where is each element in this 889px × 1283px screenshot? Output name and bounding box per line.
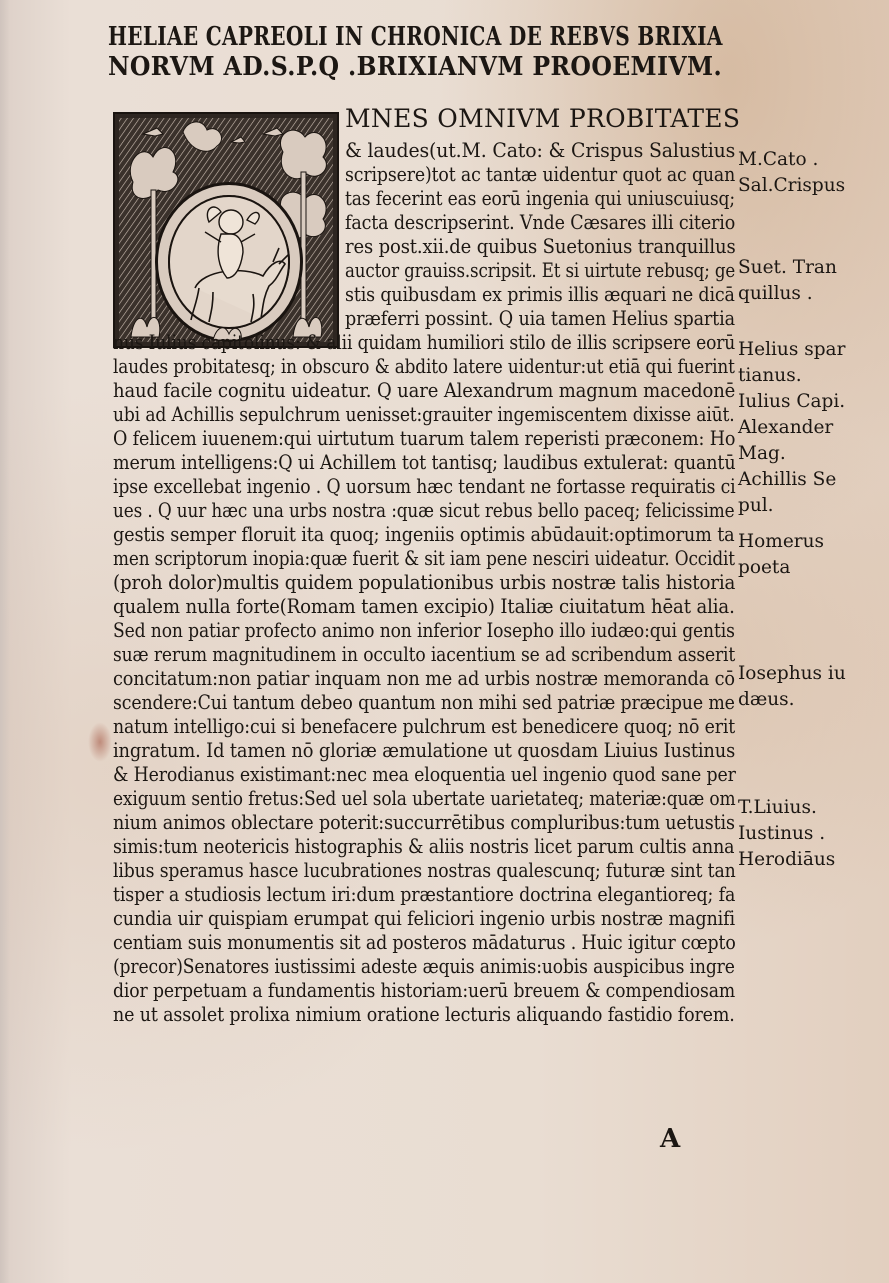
margin-note: T.Liuius. (738, 797, 817, 818)
margin-note: Iulius Capi. (738, 391, 846, 412)
body-line: libus speramus hasce lucubrationes nostras qualescunq; futuræ sint tan (113, 859, 736, 882)
margin-note: Iustinus . (738, 823, 826, 844)
signature-mark: A (660, 1124, 681, 1154)
margin-note: pul. (738, 495, 774, 516)
ink-stain (88, 722, 112, 762)
body-line: Sed non patiar profecto animo non inferior Iosepho illo iudæo:qui gentis (113, 619, 735, 642)
margin-note: Achillis Se (738, 469, 837, 490)
body-line: auctor grauiss.scripsit. Et si uirtute rebusq; ge (345, 259, 736, 282)
body-line: tisper a studiosis lectum iri:dum præstantiore doctrina elegantioreq; fa (113, 883, 736, 906)
body-line: scendere:Cui tantum debeo quantum non mihi sed patriæ præcipue me (113, 691, 735, 714)
body-line: natum intelligo:cui si benefacere pulchrum est benedicere quoq; nō erit (113, 715, 736, 738)
body-line: haud facile cognitu uideatur. Q uare Alexandrum magnum macedonē (113, 379, 736, 402)
body-line: ipse excellebat ingenio . Q uorsum hæc tendant ne fortasse requiratis ci (113, 475, 736, 498)
body-line: suæ rerum magnitudinem in occulto iacentium se ad scribendum asserit (113, 643, 736, 666)
body-line: stis quibusdam ex primis illis æquari ne dicā (345, 283, 735, 306)
body-line: res post.xii.de quibus Suetonius tranquillus (345, 235, 736, 258)
margin-note: dæus. (738, 689, 795, 710)
margin-note: Herodiāus (738, 849, 836, 870)
body-line: O felicem iuuenem:qui uirtutum tuarum talem reperisti præconem: Ho (113, 427, 736, 450)
body-line: (proh dolor)multis quidem populationibus urbis nostræ talis historia (113, 571, 736, 594)
margin-note: Iosephus iu (738, 663, 846, 684)
body-line: præferri possint. Q uia tamen Helius spartia (345, 307, 735, 330)
body-line: nium animos oblectare poterit:succurrētibus compluribus:tum uetustis (113, 811, 735, 834)
margin-note: Mag. (738, 443, 786, 464)
woodcut-initial-o-icon (113, 112, 339, 348)
margin-note: M.Cato . (738, 149, 819, 170)
body-line: (precor)Senatores iustissimi adeste æquis animis:uobis auspicibus ingre (113, 955, 735, 978)
margin-note: poeta (738, 557, 791, 578)
margin-note: Sal.Crispus (738, 175, 846, 196)
body-line: ne ut assolet prolixa nimium oratione lecturis aliquando fastidio forem. (113, 1003, 735, 1026)
margin-note: Homerus (738, 531, 825, 552)
body-line: merum intelligens:Q ui Achillem tot tantisq; laudibus extulerat: quantū (113, 451, 736, 474)
first-line: MNES OMNIVM PROBITATES (345, 104, 741, 133)
body-line: simis:tum neotericis histographis & aliis nostris licet parum cultis anna (113, 835, 735, 858)
body-line: nus Iulius capitolinus: & alii quidam humiliori stilo de illis scripsere eorū (113, 331, 736, 354)
margin-note: quillus . (738, 283, 813, 304)
body-line: gestis semper floruit ita quoq; ingeniis optimis abūdauit:optimorum ta (113, 523, 735, 546)
body-line: ubi ad Achillis sepulchrum uenisset:grauiter ingemiscentem dixisse aiūt. (113, 403, 735, 426)
body-line: concitatum:non patiar inquam non me ad urbis nostræ memoranda cō (113, 667, 735, 690)
margin-note: tianus. (738, 365, 802, 386)
body-line: & Herodianus existimant:nec mea eloquentia uel ingenio quod sane per (113, 763, 736, 786)
body-line: centiam suis monumentis sit ad posteros mādaturus . Huic igitur cœpto (113, 931, 736, 954)
body-line: qualem nulla forte(Romam tamen excipio) Italiæ ciuitatum hēat alia. (113, 595, 735, 618)
body-line: men scriptorum inopia:quæ fuerit & sit iam pene nesciri uideatur. Occidit (113, 547, 735, 570)
body-line: dior perpetuam a fundamentis historiam:uerū breuem & compendiosam (113, 979, 736, 1002)
body-line: exiguum sentio fretus:Sed uel sola ubertate uarietateq; materiæ:quæ om (113, 787, 736, 810)
body-line: scripsere)tot ac tantæ uidentur quot ac quan (345, 163, 736, 186)
margin-note: Helius spar (738, 339, 846, 360)
body-line: ues . Q uur hæc una urbs nostra :quæ sicut rebus bello paceq; felicissime (113, 499, 735, 522)
page-edge (0, 0, 10, 1283)
body-line: facta descripserint. Vnde Cæsares illi citerio (345, 211, 736, 234)
body-line: cundia uir quispiam erumpat qui feliciori ingenio urbis nostræ magnifi (113, 907, 736, 930)
margin-note: Suet. Tran (738, 257, 837, 278)
title-line-1: HELIAE CAPREOLI IN CHRONICA DE REBVS BRIXIA (108, 22, 723, 52)
body-line: ingratum. Id tamen nō gloriæ æmulatione ut quosdam Liuius Iustinus (113, 739, 736, 762)
body-line: laudes probitatesq; in obscuro & abdito latere uidentur:ut etiā qui fuerint (113, 355, 735, 378)
title-line-2: NORVM AD.S.P.Q .BRIXIANVM PROOEMIVM. (108, 52, 723, 82)
page-title (108, 22, 722, 82)
body-line: & laudes(ut.M. Cato: & Crispus Salustius (345, 139, 736, 162)
margin-note: Alexander (738, 417, 834, 438)
body-line: tas fecerint eas eorū ingenia qui uniuscuiusq; (345, 187, 735, 210)
